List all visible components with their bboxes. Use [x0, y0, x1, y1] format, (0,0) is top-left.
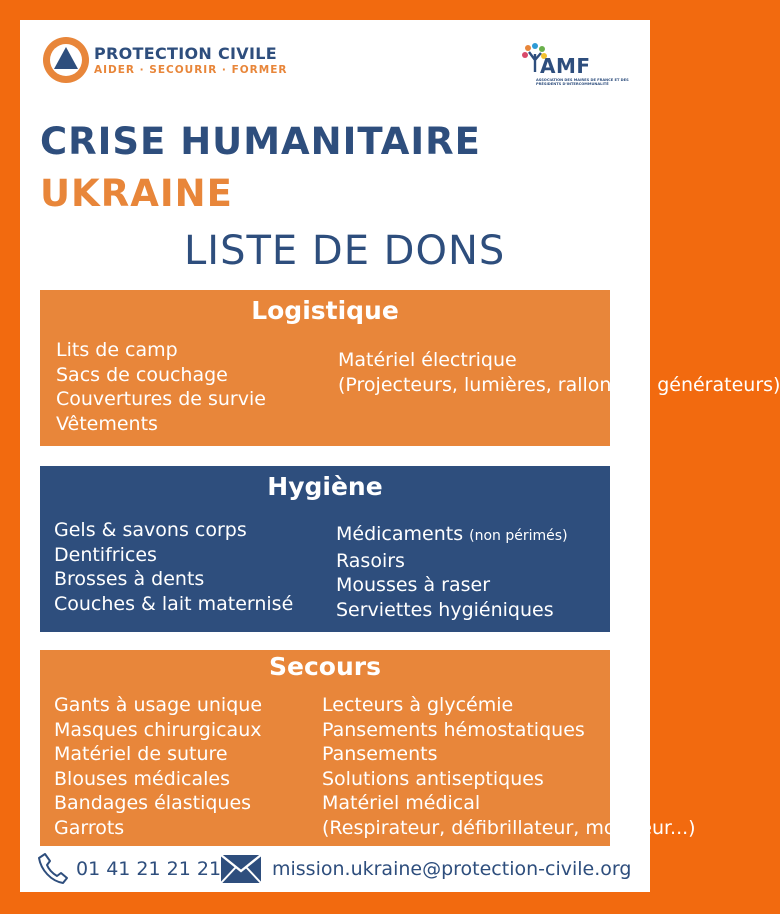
section-logistique [40, 290, 780, 446]
list-item: Couvertures de survie [56, 388, 266, 410]
hygiene-right-list [336, 522, 568, 622]
title-donation-list: LISTE DE DONS [184, 228, 506, 274]
phone-icon [38, 852, 68, 884]
org-tagline: AIDER · SECOURIR · FORMER [94, 64, 288, 76]
list-item: Couches & lait maternisé [54, 592, 294, 615]
title-crisis: CRISE HUMANITAIRE [40, 120, 481, 163]
logistique-left-list [56, 338, 266, 436]
section-heading: Secours [269, 652, 381, 681]
list-item-note: (non périmés) [469, 528, 568, 544]
list-item-label: Médicaments [336, 523, 464, 545]
list-item: Dentifrices [54, 543, 157, 566]
mail-icon [220, 854, 262, 884]
logistique-right-list [338, 348, 780, 397]
section-heading: Logistique [251, 296, 399, 325]
list-item: Garrots [54, 816, 125, 839]
secours-left-list [54, 693, 262, 840]
list-item: Pansements hémostatiques [322, 718, 585, 741]
list-item-note: (Projecteurs, lumières, rallonges, générateurs) [338, 373, 780, 396]
list-item: Lecteurs à glycémie [322, 694, 514, 716]
list-item: Serviettes hygiéniques [336, 598, 554, 621]
partner-subtitle: ASSOCIATION DES MAIRES DE FRANCE ET DES PRÉSIDENTS D'INTERCOMMUNALITÉ [536, 78, 629, 87]
list-item: Sacs de couchage [56, 363, 228, 386]
list-item: Brosses à dents [54, 568, 205, 590]
list-item: Lits de camp [56, 339, 178, 361]
list-item: Bandages élastiques [54, 792, 252, 814]
list-item: Matériel de suture [54, 743, 228, 765]
list-item-note: (Respirateur, défibrillateur, moniteur...) [322, 816, 696, 839]
list-item: Rasoirs [336, 549, 405, 572]
list-item [336, 522, 568, 549]
list-item: Blouses médicales [54, 767, 231, 790]
list-item: Masques chirurgicaux [54, 718, 262, 741]
list-item: Gants à usage unique [54, 694, 263, 716]
list-item: Vêtements [56, 412, 158, 435]
secours-right-list [322, 693, 696, 840]
list-item: Solutions antiseptiques [322, 767, 544, 790]
list-item: Matériel médical [322, 792, 481, 814]
email-address[interactable]: mission.ukraine@protection-civile.org [272, 858, 632, 880]
org-name: PROTECTION CIVILE [94, 44, 277, 63]
list-item: Matériel électrique [338, 349, 517, 371]
title-country: UKRAINE [40, 172, 233, 215]
section-secours [40, 650, 696, 846]
flyer-sheet [20, 20, 780, 892]
hygiene-left-list [54, 518, 293, 616]
list-item: Mousses à raser [336, 574, 491, 596]
protection-civile-logo [42, 36, 90, 84]
partner-name: AMF [540, 54, 591, 78]
section-hygiene [40, 466, 610, 632]
phone-number[interactable]: 01 41 21 21 21 [76, 858, 222, 880]
list-item: Gels & savons corps [54, 519, 247, 541]
section-heading: Hygiène [267, 472, 383, 501]
list-item: Pansements [322, 743, 438, 765]
